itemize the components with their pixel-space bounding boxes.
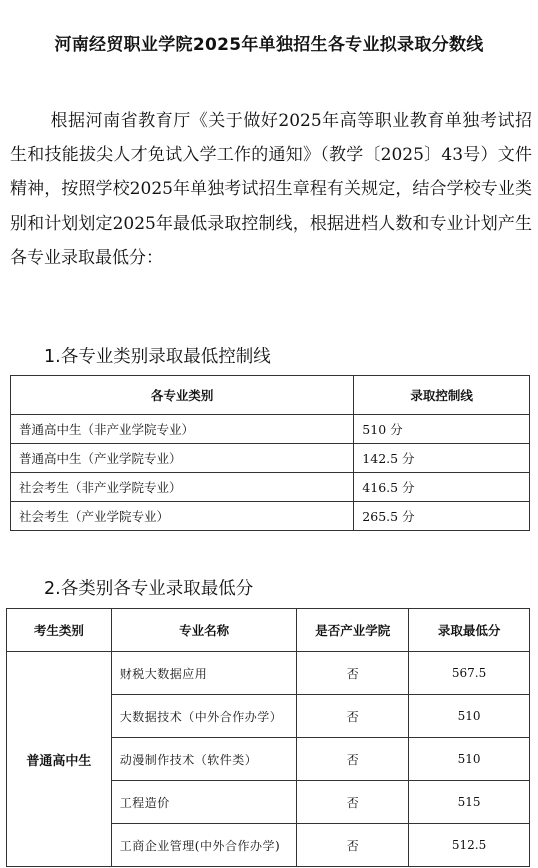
major-cell: 动漫制作技术（软件类） — [111, 738, 297, 781]
table-row — [11, 444, 530, 473]
min-score-cell: 567.5 — [409, 652, 530, 695]
intro-text: 根据河南省教育厅《关于做好2025年高等职业教育单独考试招生和技能拔尖人才免试入学工作的通知》（教学〔2025〕43号）文件精神，按照学校2025年单独考试招生章程有关规定，结合学校专业类别和计划划定2025年最低录取控制线，根据进档人数和专业计划产生各专业录取最低分： — [10, 111, 532, 268]
major-cell: 大数据技术（中外合作办学） — [111, 695, 297, 738]
min-score-cell: 515 — [409, 781, 530, 824]
table-header-row — [7, 609, 530, 652]
category-cell: 普通高中生（产业学院专业） — [11, 444, 354, 473]
column-header: 专业名称 — [111, 609, 297, 652]
section2-heading: 2.各类别各专业录取最低分 — [44, 579, 254, 599]
intro-paragraph — [10, 104, 532, 275]
major-cell: 工程造价 — [111, 781, 297, 824]
table-row — [11, 502, 530, 531]
score-cell: 510 分 — [354, 415, 530, 444]
industry-college-cell: 否 — [297, 824, 409, 867]
page-title: 河南经贸职业学院2025年单独招生各专业拟录取分数线 — [54, 35, 484, 55]
table-header-row — [11, 376, 530, 415]
industry-college-cell: 否 — [297, 652, 409, 695]
major-score-table — [6, 608, 530, 867]
category-cell: 社会考生（非产业学院专业） — [11, 473, 354, 502]
industry-college-cell: 否 — [297, 695, 409, 738]
table-row — [7, 652, 530, 695]
score-cell: 416.5 分 — [354, 473, 530, 502]
industry-college-cell: 否 — [297, 781, 409, 824]
column-header: 是否产业学院 — [297, 609, 409, 652]
min-score-cell: 512.5 — [409, 824, 530, 867]
section1-heading: 1.各专业类别录取最低控制线 — [44, 347, 271, 367]
category-cell: 社会考生（产业学院专业） — [11, 502, 354, 531]
industry-college-cell: 否 — [297, 738, 409, 781]
control-line-table — [10, 375, 530, 531]
min-score-cell: 510 — [409, 695, 530, 738]
major-cell: 财税大数据应用 — [111, 652, 297, 695]
category-cell: 普通高中生（非产业学院专业） — [11, 415, 354, 444]
column-header: 录取控制线 — [354, 376, 530, 415]
student-category-cell: 普通高中生 — [7, 652, 112, 867]
table-row — [11, 473, 530, 502]
column-header: 各专业类别 — [11, 376, 354, 415]
table-row — [11, 415, 530, 444]
score-cell: 265.5 分 — [354, 502, 530, 531]
column-header: 录取最低分 — [409, 609, 530, 652]
score-cell: 142.5 分 — [354, 444, 530, 473]
min-score-cell: 510 — [409, 738, 530, 781]
major-cell: 工商企业管理(中外合作办学) — [111, 824, 297, 867]
column-header: 考生类别 — [7, 609, 112, 652]
